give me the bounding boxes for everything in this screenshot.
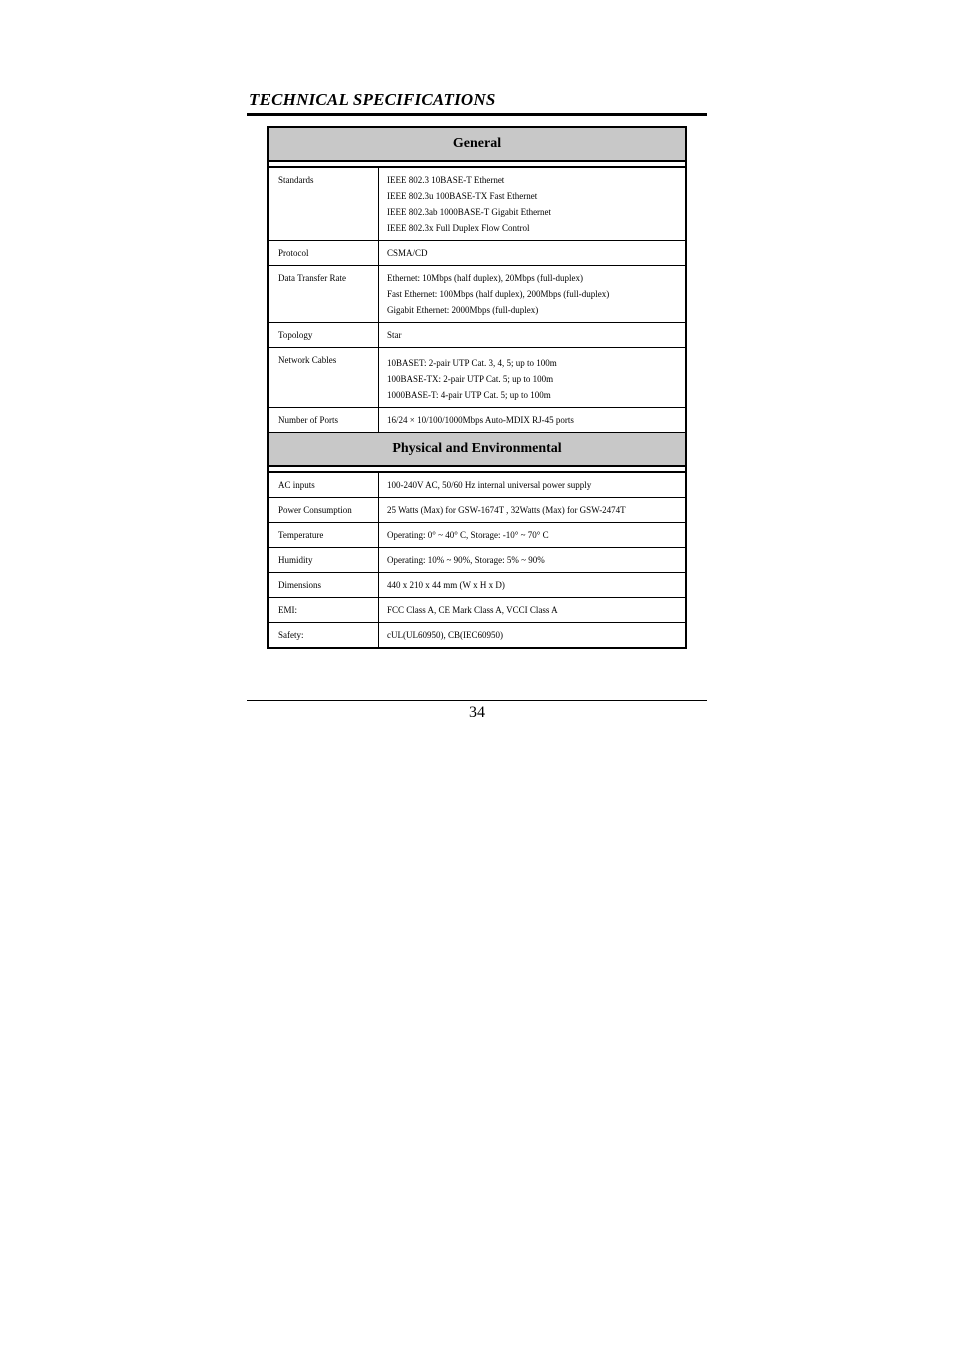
row-label: Protocol — [268, 241, 379, 266]
row-value — [379, 573, 687, 598]
row-label: Humidity — [268, 548, 379, 573]
value-line: IEEE 802.3x Full Duplex Flow Control — [387, 223, 530, 233]
spec-table — [267, 126, 687, 649]
row-label: EMI: — [268, 598, 379, 623]
table-row-power-consumption — [268, 498, 686, 523]
table-row-emi — [268, 598, 686, 623]
value-line: CSMA/CD — [387, 248, 428, 258]
row-value — [379, 167, 687, 241]
value-line: Operating: 0° ~ 40° C, Storage: -10° ~ 70° C — [387, 530, 549, 540]
row-label: Safety: — [268, 623, 379, 649]
row-value — [379, 266, 687, 323]
value-line: 10BASET: 2-pair UTP Cat. 3, 4, 5; up to 100m — [387, 358, 557, 368]
row-label: Network Cables — [268, 348, 379, 408]
section-header-general — [268, 127, 686, 161]
value-line: 25 Watts (Max) for GSW-1674T , 32Watts (Max) for GSW-2474T — [387, 505, 626, 515]
row-value — [379, 523, 687, 548]
row-label: AC inputs — [268, 472, 379, 498]
table-row-ac-inputs — [268, 472, 686, 498]
value-line: IEEE 802.3 10BASE-T Ethernet — [387, 175, 505, 185]
row-value — [379, 548, 687, 573]
table-row-humidity — [268, 548, 686, 573]
row-value — [379, 623, 687, 649]
row-label: Number of Ports — [268, 408, 379, 433]
row-label: Temperature — [268, 523, 379, 548]
row-value — [379, 241, 687, 266]
row-value — [379, 472, 687, 498]
row-label: Data Transfer Rate — [268, 266, 379, 323]
section-heading-general: General — [268, 127, 686, 161]
value-line: 1000BASE-T: 4-pair UTP Cat. 5; up to 100m — [387, 390, 551, 400]
row-value — [379, 598, 687, 623]
value-line: Gigabit Ethernet: 2000Mbps (full-duplex) — [387, 305, 539, 315]
table-row-safety — [268, 623, 686, 649]
value-line: Ethernet: 10Mbps (half duplex), 20Mbps (full-duplex) — [387, 273, 583, 283]
table-row-standards — [268, 167, 686, 241]
table-row-data-transfer-rate — [268, 266, 686, 323]
value-line: IEEE 802.3ab 1000BASE-T Gigabit Ethernet — [387, 207, 552, 217]
section-heading-physical: Physical and Environmental — [268, 433, 686, 467]
table-row-dimensions — [268, 573, 686, 598]
value-line: FCC Class A, CE Mark Class A, VCCI Class A — [387, 605, 558, 615]
value-line: 440 x 210 x 44 mm (W x H x D) — [387, 580, 505, 590]
value-line: cUL(UL60950), CB(IEC60950) — [387, 630, 503, 640]
table-row-temperature — [268, 523, 686, 548]
section-header-physical — [268, 433, 686, 467]
table-row-number-of-ports — [268, 408, 686, 433]
value-line: 100-240V AC, 50/60 Hz internal universal power supply — [387, 480, 592, 490]
value-line: Star — [387, 330, 402, 340]
row-value — [379, 323, 687, 348]
row-value — [379, 498, 687, 523]
table-row-topology — [268, 323, 686, 348]
row-value — [379, 408, 687, 433]
value-line: Fast Ethernet: 100Mbps (half duplex), 200Mbps (full-duplex) — [387, 289, 610, 299]
table-row-network-cables — [268, 348, 686, 408]
row-label: Power Consumption — [268, 498, 379, 523]
value-line: Operating: 10% ~ 90%, Storage: 5% ~ 90% — [387, 555, 545, 565]
footer-rule — [247, 700, 707, 701]
value-line: 16/24 × 10/100/1000Mbps Auto-MDIX RJ-45 ports — [387, 415, 574, 425]
title-underline — [247, 113, 707, 116]
value-line: 100BASE-TX: 2-pair UTP Cat. 5; up to 100m — [387, 374, 554, 384]
value-line: IEEE 802.3u 100BASE-TX Fast Ethernet — [387, 191, 538, 201]
row-label: Standards — [268, 167, 379, 241]
row-label: Dimensions — [268, 573, 379, 598]
table-row-protocol — [268, 241, 686, 266]
page-title: TECHNICAL SPECIFICATIONS — [249, 90, 496, 109]
row-label: Topology — [268, 323, 379, 348]
row-value — [379, 348, 687, 408]
page-number: 34 — [469, 704, 485, 721]
